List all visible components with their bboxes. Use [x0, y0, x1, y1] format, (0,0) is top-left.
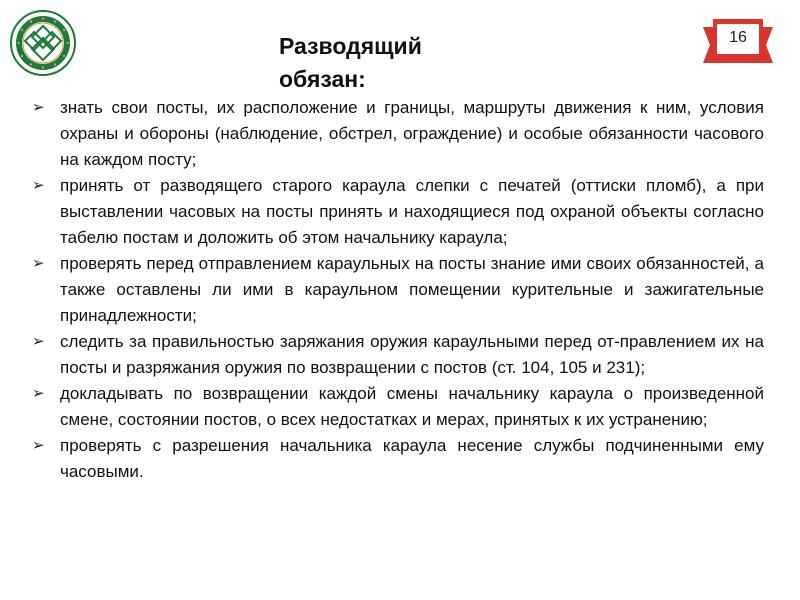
list-item: [30, 251, 764, 329]
list-item: [30, 173, 764, 251]
list-item-text: проверять с разрешения начальника караула несение службы подчиненными ему часовыми.: [60, 436, 764, 481]
list-item: [30, 95, 764, 173]
arrow-bullet-icon: ➢: [32, 177, 45, 194]
arrow-bullet-icon: ➢: [32, 333, 45, 350]
list-item: [30, 433, 764, 485]
duties-list: [30, 95, 764, 485]
list-item: [30, 329, 764, 381]
title-line-1: Разводящий: [279, 33, 422, 59]
list-item-text: принять от разводящего старого караула слепки с печатей (оттиски пломб), а при выставлении часовых на посты принять и находящиеся под охраной объекты согласно табелю постам и доложить об этом начальнику караула;: [60, 176, 764, 247]
title-line-2: обязан:: [279, 66, 366, 92]
university-logo: [10, 10, 76, 76]
list-item-text: проверять перед отправлением караульных на посты знание ими своих обязанностей, а также оставлены ли ими в караульном помещении курительные и зажигательные принадлежности;: [60, 254, 764, 325]
page-number: 16: [729, 29, 747, 46]
arrow-bullet-icon: ➢: [32, 437, 45, 454]
list-item-text: следить за правильностью заряжания оружия караульными перед от-правлением их на посты и разряжания оружия по возвращении с постов (ст. 104, 105 и 231);: [60, 332, 764, 377]
list-item-text: знать свои посты, их расположение и границы, маршруты движения к ним, условия охраны и обороны (наблюдение, обстрел, ограждение) и особые обязанности часового на каждом посту;: [60, 98, 764, 169]
arrow-bullet-icon: ➢: [32, 385, 45, 402]
list-item-text: докладывать по возвращении каждой смены начальнику караула о произведенной смене, состоянии постов, о всех недостатках и мерах, принятых к их устранению;: [60, 384, 764, 429]
list-item: [30, 381, 764, 433]
arrow-bullet-icon: ➢: [32, 255, 45, 272]
slide-title: [279, 30, 499, 96]
arrow-bullet-icon: ➢: [32, 99, 45, 116]
